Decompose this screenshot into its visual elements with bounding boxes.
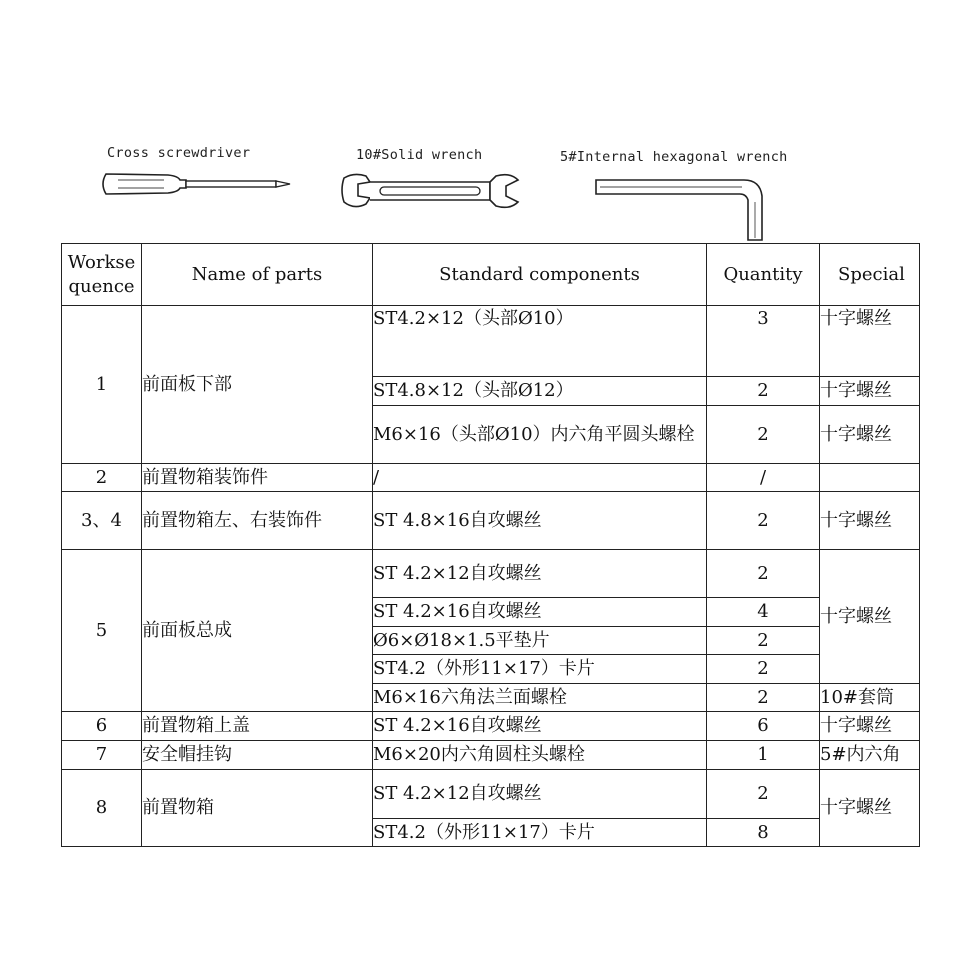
standard-cell: ST4.8×12（头部Ø12） bbox=[373, 377, 707, 406]
table-row bbox=[62, 741, 920, 770]
table-row bbox=[62, 770, 920, 819]
hex-key-icon bbox=[594, 176, 770, 242]
part-name-cell: 前置物箱上盖 bbox=[142, 712, 373, 741]
seq-cell: 3、4 bbox=[62, 492, 142, 550]
tool-label-screwdriver: Cross screwdriver bbox=[107, 145, 251, 161]
quantity-cell: 2 bbox=[707, 492, 820, 550]
part-name-cell: 安全帽挂钩 bbox=[142, 741, 373, 770]
quantity-cell: / bbox=[707, 464, 820, 492]
table-row bbox=[62, 464, 920, 492]
screwdriver-icon bbox=[98, 168, 294, 200]
quantity-cell: 2 bbox=[707, 770, 820, 819]
parts-table bbox=[61, 243, 920, 847]
seq-cell: 6 bbox=[62, 712, 142, 741]
quantity-cell: 8 bbox=[707, 819, 820, 847]
standard-cell: ST4.2（外形11×17）卡片 bbox=[373, 655, 707, 684]
header-sequence: Workse quence bbox=[62, 244, 142, 306]
standard-cell: M6×20内六角圆柱头螺栓 bbox=[373, 741, 707, 770]
quantity-cell: 2 bbox=[707, 627, 820, 655]
tool-label-hex-wrench: 5#Internal hexagonal wrench bbox=[560, 149, 788, 165]
special-cell: 十字螺丝 bbox=[820, 377, 920, 406]
special-cell: 十字螺丝 bbox=[820, 712, 920, 741]
quantity-cell: 2 bbox=[707, 684, 820, 712]
standard-cell: ST4.2×12（头部Ø10） bbox=[373, 306, 707, 377]
standard-cell: ST 4.2×12自攻螺丝 bbox=[373, 550, 707, 598]
standard-cell: ST 4.2×12自攻螺丝 bbox=[373, 770, 707, 819]
seq-cell: 1 bbox=[62, 306, 142, 464]
quantity-cell: 2 bbox=[707, 550, 820, 598]
quantity-cell: 2 bbox=[707, 655, 820, 684]
special-cell: 十字螺丝 bbox=[820, 492, 920, 550]
standard-cell: / bbox=[373, 464, 707, 492]
seq-cell: 2 bbox=[62, 464, 142, 492]
table-header-row bbox=[62, 244, 920, 306]
special-cell: 十字螺丝 bbox=[820, 306, 920, 377]
table-row bbox=[62, 712, 920, 741]
standard-cell: ST4.2（外形11×17）卡片 bbox=[373, 819, 707, 847]
header-name: Name of parts bbox=[142, 244, 373, 306]
special-cell: 十字螺丝 bbox=[820, 406, 920, 464]
header-quantity: Quantity bbox=[707, 244, 820, 306]
special-cell: 10#套筒 bbox=[820, 684, 920, 712]
standard-cell: M6×16（头部Ø10）内六角平圆头螺栓 bbox=[373, 406, 707, 464]
quantity-cell: 2 bbox=[707, 406, 820, 464]
table-row bbox=[62, 492, 920, 550]
open-wrench-icon bbox=[340, 170, 522, 212]
quantity-cell: 6 bbox=[707, 712, 820, 741]
standard-cell: M6×16六角法兰面螺栓 bbox=[373, 684, 707, 712]
special-cell: 十字螺丝 bbox=[820, 770, 920, 847]
part-name-cell: 前面板下部 bbox=[142, 306, 373, 464]
tool-label-solid-wrench: 10#Solid wrench bbox=[356, 147, 483, 163]
quantity-cell: 1 bbox=[707, 741, 820, 770]
table-row bbox=[62, 306, 920, 377]
standard-cell: ST 4.8×16自攻螺丝 bbox=[373, 492, 707, 550]
special-cell: 5#内六角 bbox=[820, 741, 920, 770]
quantity-cell: 2 bbox=[707, 377, 820, 406]
table-row bbox=[62, 550, 920, 598]
header-special: Special bbox=[820, 244, 920, 306]
special-cell: 十字螺丝 bbox=[820, 550, 920, 684]
quantity-cell: 4 bbox=[707, 598, 820, 627]
part-name-cell: 前置物箱 bbox=[142, 770, 373, 847]
special-cell bbox=[820, 464, 920, 492]
seq-cell: 5 bbox=[62, 550, 142, 712]
part-name-cell: 前面板总成 bbox=[142, 550, 373, 712]
standard-cell: ST 4.2×16自攻螺丝 bbox=[373, 598, 707, 627]
part-name-cell: 前置物箱装饰件 bbox=[142, 464, 373, 492]
part-name-cell: 前置物箱左、右装饰件 bbox=[142, 492, 373, 550]
quantity-cell: 3 bbox=[707, 306, 820, 377]
standard-cell: Ø6×Ø18×1.5平垫片 bbox=[373, 627, 707, 655]
header-standard: Standard components bbox=[373, 244, 707, 306]
seq-cell: 8 bbox=[62, 770, 142, 847]
standard-cell: ST 4.2×16自攻螺丝 bbox=[373, 712, 707, 741]
seq-cell: 7 bbox=[62, 741, 142, 770]
